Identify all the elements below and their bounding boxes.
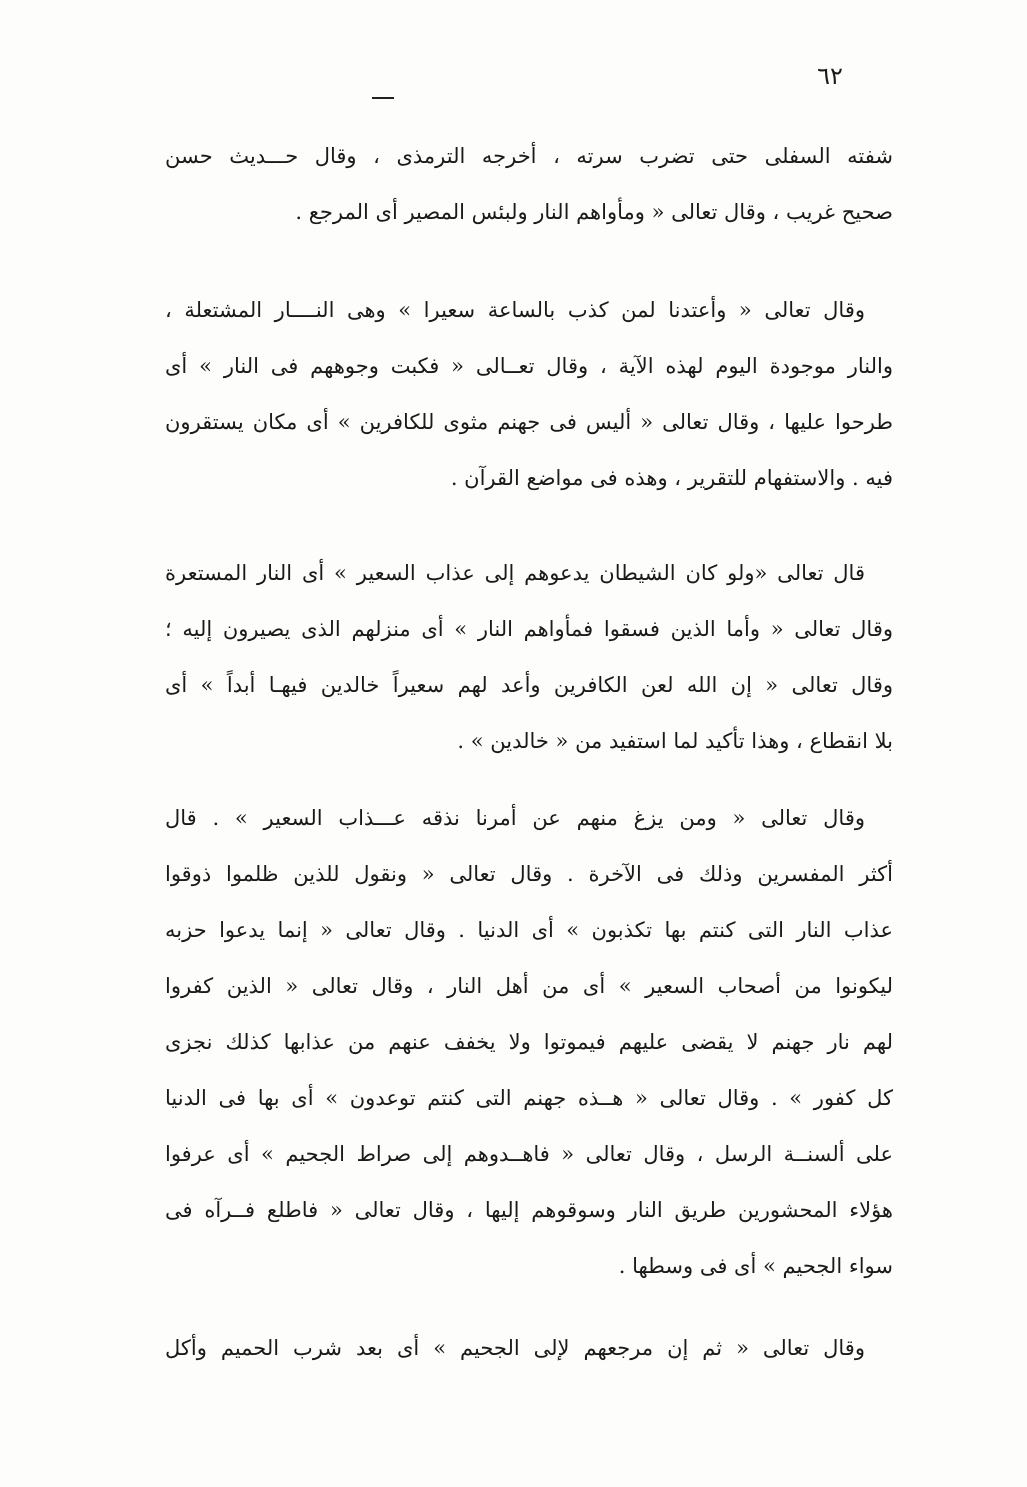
paragraph-1 [165, 128, 893, 240]
header-mark [372, 97, 394, 99]
text-line: والنار موجودة اليوم لهذه الآية ، وقال تعــالى « فكبت وجوههم فى النار » أى [165, 354, 893, 378]
text-line: أكثر المفسرين وذلك فى الآخرة . وقال تعالى « ونقول للذين ظلموا ذوقوا [165, 862, 893, 886]
text-line: كل كفور » . وقال تعالى « هــذه جهنم التى كنتم توعدون » أى بها فى الدنيا [165, 1086, 893, 1110]
text-line: فيه . والاستفهام للتقرير ، وهذه فى مواضع القرآن . [450, 466, 893, 490]
text-line: وقال تعالى « إن الله لعن الكافرين وأعد لهم سعيراً خالدين فيهـا أبداً » أى [165, 673, 893, 697]
text-line: قال تعالى «ولو كان الشيطان يدعوهم إلى عذاب السعير » أى النار المستعرة [165, 561, 865, 585]
paragraph-4 [165, 790, 893, 1294]
text-line: وقال تعالى « وأعتدنا لمن كذب بالساعة سعيرا » وهى النــــار المشتعلة ، [165, 298, 865, 322]
text-line: صحيح غريب ، وقال تعالى « ومأواهم النار ولبئس المصير أى المرجع . [295, 200, 893, 224]
paragraph-5 [165, 1320, 893, 1376]
text-line: ليكونوا من أصحاب السعير » أى من أهل النار ، وقال تعالى « الذين كفروا [165, 974, 893, 998]
text-line: وقال تعالى « وأما الذين فسقوا فمأواهم النار » أى منزلهم الذى يصيرون إليه ؛ [165, 617, 893, 641]
text-line: لهم نار جهنم لا يقضى عليهم فيموتوا ولا يخفف عنهم من عذابها كذلك نجزى [165, 1030, 893, 1054]
paragraph-3 [165, 545, 893, 769]
page-number: ٦٢ [817, 62, 843, 90]
text-line: عذاب النار التى كنتم بها تكذبون » أى الدنيا . وقال تعالى « إنما يدعوا حزبه [165, 918, 893, 942]
paragraph-2 [165, 282, 893, 506]
text-line: شفته السفلى حتى تضرب سرته ، أخرجه الترمذى ، وقال حـــديث حسن [165, 144, 893, 168]
text-line: بلا انقطاع ، وهذا تأكيد لما استفيد من « خالدين » . [457, 729, 893, 753]
text-line: وقال تعالى « ثم إن مرجعهم لإلى الجحيم » أى بعد شرب الحميم وأكل [165, 1336, 865, 1360]
text-line: وقال تعالى « ومن يزغ منهم عن أمرنا نذقه عـــذاب السعير » . قال [165, 806, 865, 830]
text-line: سواء الجحيم » أى فى وسطها . [618, 1254, 893, 1278]
text-line: على ألسنــة الرسل ، وقال تعالى « فاهــدوهم إلى صراط الجحيم » أى عرفوا [165, 1142, 893, 1166]
text-line: هؤلاء المحشورين طريق النار وسوقوهم إليها ، وقال تعالى « فاطلع فــرآه فى [165, 1198, 893, 1222]
text-line: طرحوا عليها ، وقال تعالى « أليس فى جهنم مثوى للكافرين » أى مكان يستقرون [165, 410, 893, 434]
